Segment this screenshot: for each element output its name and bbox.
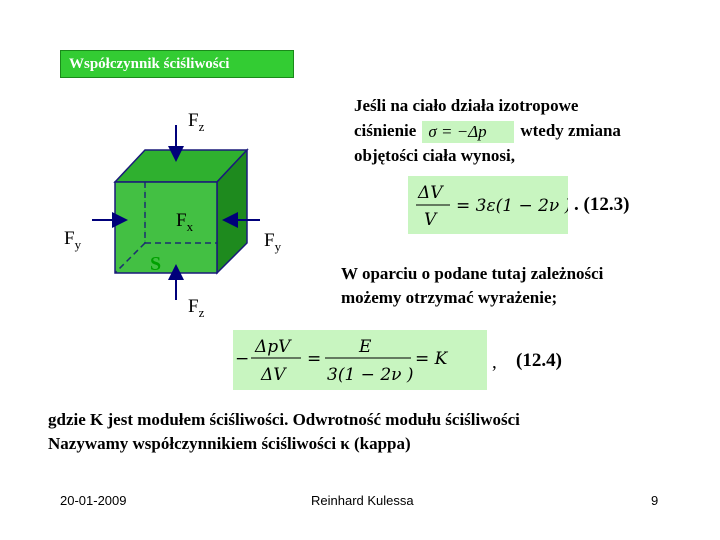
svg-text:=: = [307, 349, 322, 369]
equation-12-4-comma: , [492, 352, 497, 373]
svg-text:V: V [424, 210, 437, 230]
equation-12-4 [233, 330, 487, 390]
fy-right-label: $F_y$ [264, 230, 282, 254]
footer-page-number: 9 [651, 493, 659, 508]
svg-text:E: E [359, 337, 372, 357]
equation-12-3-graphic [408, 176, 568, 234]
svg-text:= 3ε(1 − 2ν ): = 3ε(1 − 2ν ) [456, 196, 568, 216]
fy-left-label: $F_y$ [64, 228, 82, 252]
svg-text:ΔpV: ΔpV [255, 337, 291, 357]
slide-title: Współczynnik ściśliwości [60, 50, 294, 78]
svg-text:3(1 − 2ν ): 3(1 − 2ν ) [327, 365, 414, 385]
intro-text [354, 93, 684, 168]
svg-text:ΔV: ΔV [418, 183, 443, 203]
intro-line-2: ciśnienie σ = −Δp wtedy zmiana [354, 121, 621, 142]
equation-12-3 [408, 176, 568, 234]
fx-label: $F_x$ [176, 210, 194, 234]
equation-12-4-number: (12.4) [516, 350, 562, 371]
svg-text:= K: = K [415, 349, 448, 369]
equation-12-3-number: . (12.3) [574, 194, 630, 215]
paragraph-kappa: gdzie K jest modułem ściśliwości. Odwrotność modułu ściśliwości Nazywamy współczynnikiem ściśliwości κ (kappa) [48, 410, 520, 453]
paragraph-derivation: W oparciu o podane tutaj zależności możemy otrzymać wyrażenie; [341, 264, 604, 307]
svg-text:ΔV: ΔV [261, 365, 286, 385]
cube-front-face [115, 182, 217, 273]
s-label: S [150, 253, 162, 275]
intro-line-1: Jeśli na ciało działa izotropowe [354, 96, 579, 115]
sigma-formula-box: σ = −Δp [422, 121, 514, 143]
intro-line-3: objętości ciała wynosi, [354, 146, 516, 166]
svg-text:−: − [235, 349, 250, 369]
fz-bottom-label: $F_z$ [188, 296, 205, 320]
fz-top-label: $F_z$ [188, 110, 205, 134]
equation-12-4-graphic [233, 330, 487, 390]
footer-author: Reinhard Kulessa [311, 493, 414, 508]
footer-date: 20-01-2009 [60, 493, 127, 508]
